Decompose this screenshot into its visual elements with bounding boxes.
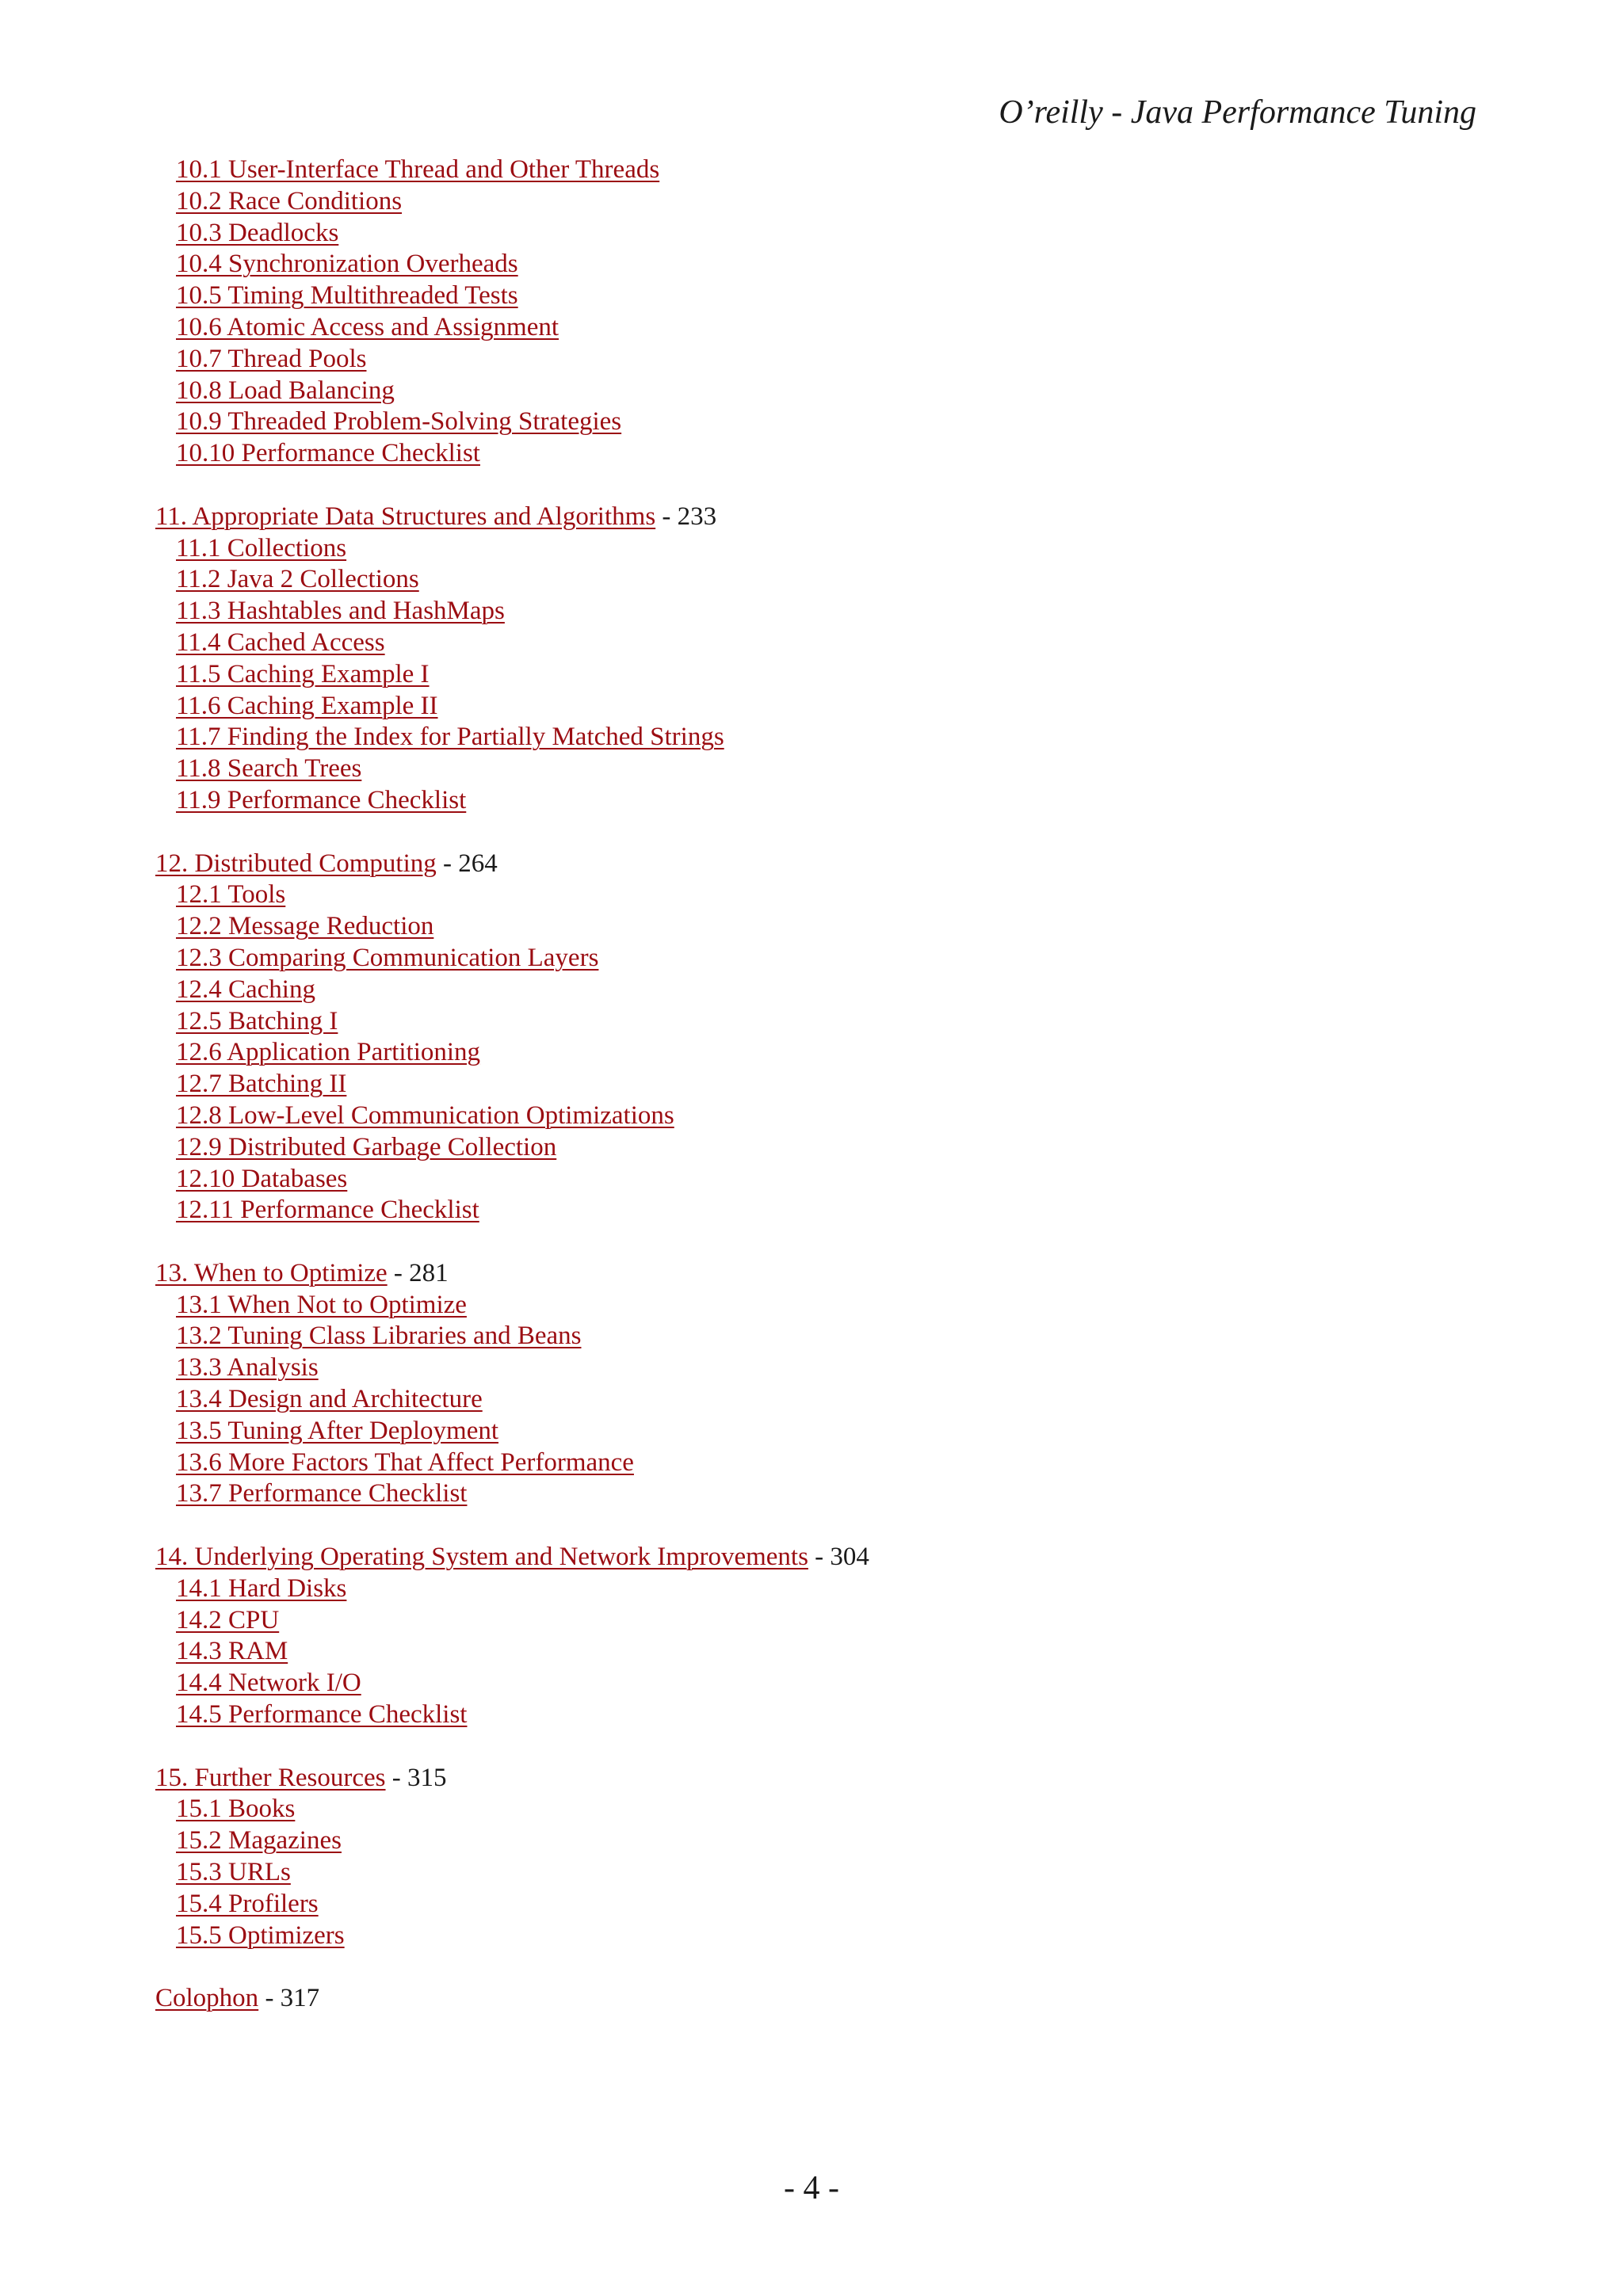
toc-link-10-10[interactable]: 10.10 Performance Checklist <box>176 439 480 468</box>
toc-entry-15-5 <box>155 1920 1463 1952</box>
toc-link-11-3[interactable]: 11.3 Hashtables and HashMaps <box>176 597 505 626</box>
page-ref-chapter-12: - 264 <box>436 849 498 878</box>
toc-entry-11-7 <box>155 722 1463 753</box>
toc-colophon <box>155 1983 1463 2015</box>
toc-link-10-3[interactable]: 10.3 Deadlocks <box>176 218 339 247</box>
toc-entry-13-7 <box>155 1478 1463 1510</box>
toc-link-chapter-13[interactable]: 13. When to Optimize <box>155 1258 388 1287</box>
toc-entry-11-8 <box>155 753 1463 785</box>
toc-link-12-2[interactable]: 12.2 Message Reduction <box>176 912 434 941</box>
toc-link-12-7[interactable]: 12.7 Batching II <box>176 1070 347 1099</box>
toc-chapter-11 <box>155 502 1463 533</box>
toc-link-12-10[interactable]: 12.10 Databases <box>176 1164 348 1193</box>
page-ref-colophon: - 317 <box>258 1984 320 2013</box>
toc-link-15-1[interactable]: 15.1 Books <box>176 1794 296 1824</box>
toc-link-11-6[interactable]: 11.6 Caching Example II <box>176 691 438 720</box>
toc-link-12-4[interactable]: 12.4 Caching <box>176 974 315 1004</box>
toc-link-14-1[interactable]: 14.1 Hard Disks <box>176 1573 347 1603</box>
toc-entry-12-9 <box>155 1132 1463 1164</box>
toc-entry-13-4 <box>155 1384 1463 1416</box>
toc-entry-10-6 <box>155 312 1463 344</box>
toc-entry-10-9 <box>155 406 1463 438</box>
toc-link-10-5[interactable]: 10.5 Timing Multithreaded Tests <box>176 281 518 311</box>
toc-link-14-3[interactable]: 14.3 RAM <box>176 1637 288 1666</box>
page-ref-chapter-15: - 315 <box>385 1763 447 1792</box>
toc-entry-12-8 <box>155 1100 1463 1132</box>
toc-chapter-13 <box>155 1258 1463 1290</box>
section-spacer <box>155 470 1463 502</box>
toc-link-15-4[interactable]: 15.4 Profilers <box>176 1889 319 1918</box>
toc-link-11-2[interactable]: 11.2 Java 2 Collections <box>176 565 419 594</box>
toc-link-13-5[interactable]: 13.5 Tuning After Deployment <box>176 1416 499 1445</box>
toc-link-12-3[interactable]: 12.3 Comparing Communication Layers <box>176 943 599 972</box>
toc-entry-12-3 <box>155 943 1463 974</box>
section-spacer <box>155 1226 1463 1258</box>
toc-entry-10-5 <box>155 280 1463 312</box>
toc-chapter-14 <box>155 1542 1463 1573</box>
toc-link-11-9[interactable]: 11.9 Performance Checklist <box>176 785 467 814</box>
running-header-title: O’reilly - Java Performance Tuning <box>999 94 1476 131</box>
toc-link-chapter-12[interactable]: 12. Distributed Computing <box>155 849 437 878</box>
toc-link-15-2[interactable]: 15.2 Magazines <box>176 1826 342 1855</box>
toc-entry-11-2 <box>155 564 1463 596</box>
toc-entry-15-3 <box>155 1857 1463 1889</box>
toc-entry-15-2 <box>155 1825 1463 1857</box>
toc-link-12-1[interactable]: 12.1 Tools <box>176 880 286 910</box>
toc-entry-13-1 <box>155 1290 1463 1322</box>
toc-link-13-7[interactable]: 13.7 Performance Checklist <box>176 1479 468 1508</box>
toc-entry-13-6 <box>155 1447 1463 1479</box>
toc-chapter-15 <box>155 1763 1463 1794</box>
toc-entry-10-2 <box>155 186 1463 218</box>
table-of-contents <box>155 154 1463 2015</box>
toc-link-13-4[interactable]: 13.4 Design and Architecture <box>176 1385 483 1414</box>
toc-link-10-9[interactable]: 10.9 Threaded Problem-Solving Strategies <box>176 407 622 437</box>
toc-entry-15-1 <box>155 1794 1463 1825</box>
toc-link-12-11[interactable]: 12.11 Performance Checklist <box>176 1196 479 1225</box>
toc-link-13-1[interactable]: 13.1 When Not to Optimize <box>176 1290 467 1319</box>
toc-entry-12-4 <box>155 974 1463 1006</box>
toc-link-15-3[interactable]: 15.3 URLs <box>176 1858 291 1887</box>
toc-link-12-8[interactable]: 12.8 Low-Level Communication Optimizations <box>176 1100 674 1130</box>
toc-entry-15-4 <box>155 1889 1463 1920</box>
section-spacer <box>155 1731 1463 1763</box>
page-ref-chapter-13: - 281 <box>387 1258 449 1287</box>
toc-entry-14-2 <box>155 1605 1463 1637</box>
section-spacer <box>155 1510 1463 1542</box>
page-number: - 4 - <box>784 2170 839 2206</box>
toc-link-11-1[interactable]: 11.1 Collections <box>176 533 347 563</box>
toc-entry-12-2 <box>155 911 1463 943</box>
page-ref-chapter-11: - 233 <box>655 502 717 531</box>
toc-entry-12-10 <box>155 1164 1463 1196</box>
toc-chapter-12 <box>155 849 1463 880</box>
toc-entry-13-2 <box>155 1321 1463 1352</box>
toc-entry-10-10 <box>155 438 1463 470</box>
toc-link-10-2[interactable]: 10.2 Race Conditions <box>176 186 403 215</box>
toc-link-10-7[interactable]: 10.7 Thread Pools <box>176 344 367 373</box>
toc-entry-14-5 <box>155 1699 1463 1731</box>
toc-entry-14-3 <box>155 1636 1463 1668</box>
toc-link-14-2[interactable]: 14.2 CPU <box>176 1605 280 1634</box>
toc-entry-14-4 <box>155 1668 1463 1699</box>
toc-entry-13-5 <box>155 1416 1463 1447</box>
toc-link-12-9[interactable]: 12.9 Distributed Garbage Collection <box>176 1132 557 1161</box>
toc-entry-10-3 <box>155 218 1463 250</box>
toc-link-chapter-14[interactable]: 14. Underlying Operating System and Network Improvements <box>155 1543 808 1572</box>
toc-entry-10-8 <box>155 376 1463 407</box>
toc-link-10-6[interactable]: 10.6 Atomic Access and Assignment <box>176 312 559 341</box>
toc-link-12-5[interactable]: 12.5 Batching I <box>176 1006 338 1035</box>
toc-link-colophon[interactable]: Colophon <box>155 1984 259 2013</box>
toc-link-14-4[interactable]: 14.4 Network I/O <box>176 1669 361 1698</box>
toc-entry-12-11 <box>155 1195 1463 1226</box>
toc-link-11-5[interactable]: 11.5 Caching Example I <box>176 659 430 688</box>
toc-entry-11-4 <box>155 627 1463 659</box>
toc-entry-10-7 <box>155 344 1463 376</box>
toc-entry-11-6 <box>155 691 1463 723</box>
toc-entry-12-1 <box>155 879 1463 911</box>
toc-link-10-1[interactable]: 10.1 User-Interface Thread and Other Threads <box>176 155 660 184</box>
section-spacer <box>155 1951 1463 1983</box>
toc-link-13-6[interactable]: 13.6 More Factors That Affect Performance <box>176 1447 634 1477</box>
toc-entry-12-7 <box>155 1069 1463 1100</box>
toc-entry-12-5 <box>155 1006 1463 1038</box>
toc-link-chapter-11[interactable]: 11. Appropriate Data Structures and Algorithms <box>155 502 656 531</box>
toc-entry-14-1 <box>155 1573 1463 1605</box>
toc-link-11-4[interactable]: 11.4 Cached Access <box>176 627 385 657</box>
toc-link-13-3[interactable]: 13.3 Analysis <box>176 1353 319 1383</box>
section-spacer <box>155 817 1463 849</box>
toc-entry-11-9 <box>155 785 1463 817</box>
toc-link-14-5[interactable]: 14.5 Performance Checklist <box>176 1700 468 1730</box>
toc-entry-13-3 <box>155 1352 1463 1384</box>
toc-link-13-2[interactable]: 13.2 Tuning Class Libraries and Beans <box>176 1322 582 1351</box>
toc-link-10-4[interactable]: 10.4 Synchronization Overheads <box>176 250 518 279</box>
toc-entry-11-3 <box>155 596 1463 627</box>
toc-entry-10-4 <box>155 249 1463 280</box>
toc-link-11-7[interactable]: 11.7 Finding the Index for Partially Matched Strings <box>176 723 724 752</box>
toc-link-11-8[interactable]: 11.8 Search Trees <box>176 754 362 784</box>
toc-link-10-8[interactable]: 10.8 Load Balancing <box>176 376 395 405</box>
page-ref-chapter-14: - 304 <box>808 1543 869 1572</box>
toc-link-15-5[interactable]: 15.5 Optimizers <box>176 1920 345 1950</box>
toc-entry-11-1 <box>155 533 1463 565</box>
toc-link-12-6[interactable]: 12.6 Application Partitioning <box>176 1038 481 1067</box>
toc-entry-12-6 <box>155 1037 1463 1069</box>
toc-entry-11-5 <box>155 659 1463 691</box>
toc-link-chapter-15[interactable]: 15. Further Resources <box>155 1763 386 1792</box>
toc-entry-10-1 <box>155 154 1463 186</box>
